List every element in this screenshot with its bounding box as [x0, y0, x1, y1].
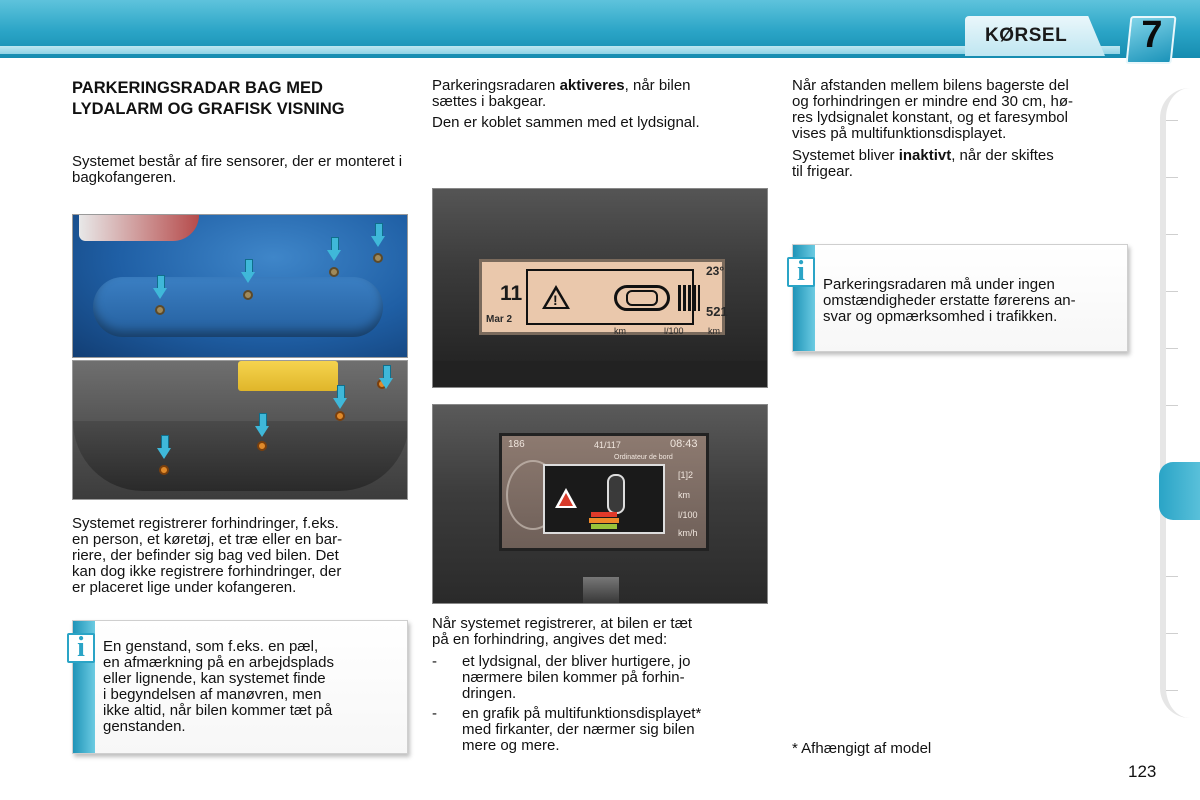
display-temperature: 23°: [706, 264, 725, 278]
signal-intro-text: Når systemet registrerer, at bilen er tæt på en forhindring, angives det med:: [432, 615, 693, 648]
info-text: En genstand, som f.eks. en pæl, en afmærkning på en arbejdsplads eller lignende, kan systemet finde i begyndelsen af manøvren, men ikke altid, når bilen kommer tæt på genstanden.: [103, 638, 334, 735]
bullet-list: [432, 654, 770, 754]
header-highlight: [0, 46, 1120, 54]
chapter-tab-divider: [1166, 348, 1178, 349]
display-screen: [479, 259, 728, 336]
proximity-bars-icon: [678, 285, 700, 311]
arrow-down-icon: [153, 275, 167, 301]
info-icon: i: [787, 257, 815, 287]
display-time: 11: [500, 282, 523, 305]
chapter-tab-divider: [1166, 633, 1178, 634]
arrow-down-icon: [157, 435, 171, 461]
info-box-object: [72, 620, 408, 754]
instrument-display-photo: [432, 188, 768, 388]
display-consumption: 41/117: [594, 440, 621, 450]
chapter-tab-rail: [1160, 88, 1200, 718]
bumper: [93, 277, 383, 337]
display-title: Ordinateur de bord: [614, 454, 673, 461]
display-unit: km/h: [678, 528, 698, 538]
chapter-tab-active: [1159, 462, 1200, 520]
display-odometer: 521: [706, 304, 728, 319]
sensor-dot: [257, 441, 267, 451]
display-unit: km: [678, 490, 690, 500]
display-screen: [499, 433, 709, 551]
sensor-dot: [155, 305, 165, 315]
warning-icon-inner: [559, 493, 573, 506]
chapter-tab-divider: [1166, 120, 1178, 121]
chapter-tab-divider: [1166, 291, 1178, 292]
arrow-down-icon: [333, 385, 347, 411]
chapter-tab-divider: [1166, 234, 1178, 235]
deactivation-text: Systemet bliver inaktivt, når der skiftes til frigear.: [792, 147, 1054, 180]
parking-alert-window: [543, 464, 665, 534]
sensor-dot: [373, 253, 383, 263]
list-item: - et lydsignal, der bliver hurtigere, jo nærmere bilen kommer på forhin- dringen.: [432, 653, 691, 702]
list-item: - en grafik på multifunktionsdisplayet* med firkanter, der nærmer sig bilen mere og mere.: [432, 705, 702, 754]
proximity-bar: [589, 518, 619, 523]
parking-alert-window: [526, 269, 694, 325]
page-number: 123: [1128, 762, 1157, 781]
arrow-down-icon: [241, 259, 255, 285]
sensor-dot: [329, 267, 339, 277]
dashboard-vents: [433, 361, 768, 388]
bumper: [73, 421, 408, 491]
multifunction-display-photo: [432, 404, 768, 604]
proximity-bar: [591, 524, 617, 529]
tail-light: [79, 215, 199, 241]
display-clock: 08:43: [670, 438, 698, 450]
info-box-responsibility: [792, 244, 1128, 352]
info-icon: i: [67, 633, 95, 663]
sensor-dot: [335, 411, 345, 421]
proximity-bar: [591, 512, 617, 517]
arrow-down-icon: [327, 237, 341, 263]
rear-bumper-photo-grey: [72, 360, 408, 500]
display-unit: l/100: [678, 510, 698, 520]
arrow-down-icon: [379, 365, 393, 391]
car-top-view-icon: [607, 474, 625, 514]
sound-link-text: Den er koblet sammen med et lydsignal.: [432, 114, 700, 131]
footnote: * Afhængigt af model: [792, 740, 932, 757]
chapter-tab-divider: [1166, 690, 1178, 691]
chapter-tab-divider: [1166, 177, 1178, 178]
license-plate: [238, 361, 338, 391]
detection-text: Systemet registrerer forhindringer, f.eks. en person, et køretøj, et træ eller en bar- riere, der befinder sig bag ved bilen. Det kan dog ikke registrere forhindringer, der er placeret lige under kofangeren.: [72, 515, 343, 596]
display-unit: km: [614, 326, 626, 336]
arrow-down-icon: [255, 413, 269, 439]
display-date: Mar 2: [486, 314, 513, 325]
rear-bumper-photo-blue: [72, 214, 408, 358]
section-title: KØRSEL: [985, 25, 1068, 46]
display-unit: l/100: [664, 326, 684, 336]
display-unit: km: [708, 326, 720, 336]
exclamation-mark: !: [553, 292, 558, 308]
chapter-tab-divider: [1166, 576, 1178, 577]
arrow-down-icon: [371, 223, 385, 249]
distance-text: Når afstanden mellem bilens bagerste del og forhindringen er mindre end 30 cm, hø- res lydsignalet konstant, og et faresymbol vises på multifunktionsdisplayet.: [792, 77, 1073, 142]
chapter-number: 7: [1141, 14, 1163, 56]
info-text: Parkeringsradaren må under ingen omstændigheder erstatte førerens an- svar og opmærksomhed i trafikken.: [823, 276, 1076, 325]
display-range: 186: [508, 439, 525, 450]
sensor-dot: [159, 465, 169, 475]
display-unit: [1]2: [678, 470, 694, 480]
sensor-dot: [243, 290, 253, 300]
intro-text: Systemet består af fire sensorer, der er monteret i bagkofangeren.: [72, 153, 403, 186]
car-cabin-icon: [626, 290, 658, 306]
page-heading: PARKERINGSRADAR BAG MED LYDALARM OG GRAFISK VISNING: [72, 79, 345, 118]
activation-text: Parkeringsradaren aktiveres, når bilen sættes i bakgear.: [432, 77, 691, 110]
dashboard-vent: [583, 577, 619, 604]
chapter-tab-divider: [1166, 405, 1178, 406]
